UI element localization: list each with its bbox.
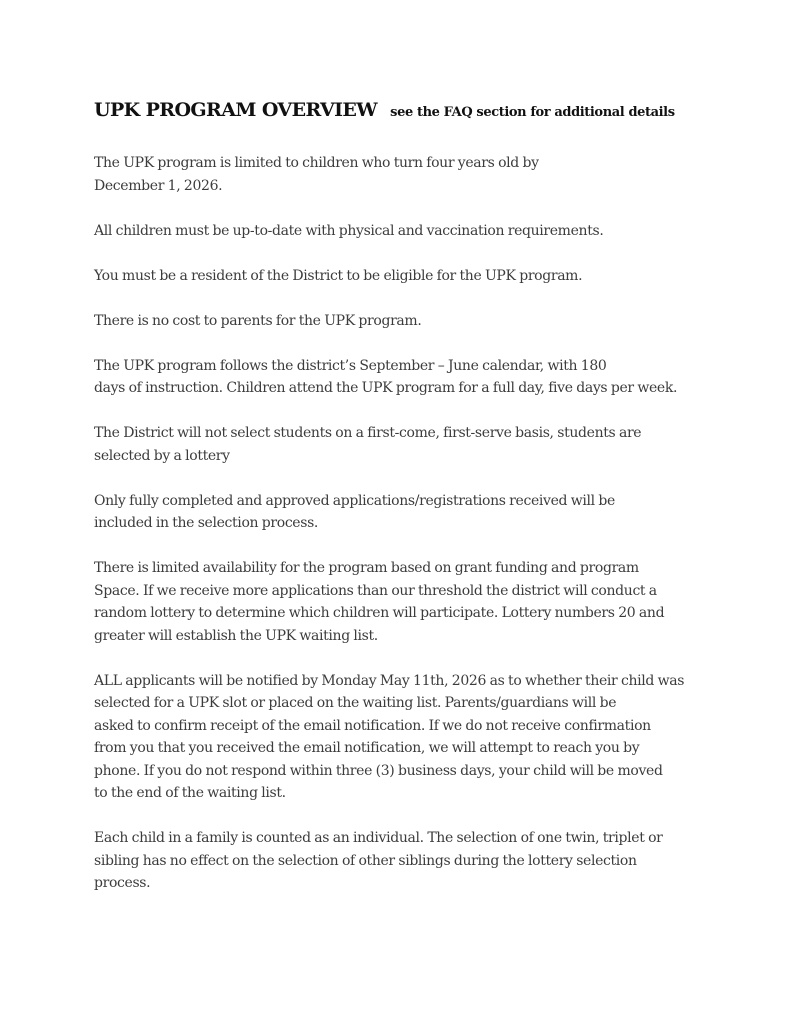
paragraph-line: There is limited availability for the program based on grant funding and program	[94, 560, 639, 576]
paragraph-line: All children must be up-to-date with physical and vaccination requirements.	[94, 222, 604, 239]
paragraph-line: asked to confirm receipt of the email notification. If we do not receive confirmation	[94, 717, 651, 734]
paragraph-line: sibling has no effect on the selection of other siblings during the lottery selection	[94, 852, 637, 869]
paragraph-line: to the end of the waiting list.	[94, 785, 286, 801]
paragraph	[94, 310, 704, 333]
paragraph-line: Space. If we receive more applications than our threshold the district will conduct a	[94, 582, 657, 599]
section-heading	[94, 92, 704, 126]
paragraph-line: The UPK program is limited to children who turn four years old by	[94, 155, 539, 171]
paragraph-line: There is no cost to parents for the UPK program.	[94, 312, 422, 329]
heading-title: UPK PROGRAM OVERVIEW	[94, 99, 378, 121]
document-content	[94, 92, 704, 917]
paragraph	[94, 490, 704, 535]
paragraph-line: random lottery to determine which children will participate. Lottery numbers 20 and	[94, 605, 665, 621]
paragraph-line: ALL applicants will be notified by Monday May 11th, 2026 as to whether their child was	[94, 672, 685, 689]
paragraph-line: The UPK program follows the district’s September – June calendar, with 180	[94, 357, 607, 374]
paragraph-line: phone. If you do not respond within three (3) business days, your child will be moved	[94, 762, 663, 779]
paragraph-line: process.	[94, 875, 151, 891]
paragraph-line: selected by a lottery	[94, 447, 230, 464]
paragraph-line: December 1, 2026.	[94, 177, 223, 194]
paragraph-line: from you that you received the email notification, we will attempt to reach you by	[94, 740, 640, 756]
paragraph	[94, 152, 704, 197]
paragraph-line: included in the selection process.	[94, 515, 319, 531]
paragraph-line: Each child in a family is counted as an individual. The selection of one twin, triplet or	[94, 830, 663, 846]
paragraph	[94, 827, 704, 895]
paragraph	[94, 422, 704, 467]
paragraph	[94, 220, 704, 243]
paragraph-line: greater will establish the UPK waiting list.	[94, 627, 378, 644]
paragraph-line: days of instruction. Children attend the UPK program for a full day, five days per week.	[94, 380, 678, 396]
paragraph	[94, 355, 704, 400]
heading-subtitle: see the FAQ section for additional details	[390, 105, 675, 120]
paragraph-line: Only fully completed and approved applications/registrations received will be	[94, 492, 615, 509]
paragraph	[94, 265, 704, 288]
paragraph-list	[94, 152, 704, 895]
paragraph-line: The District will not select students on a first-come, first-serve basis, students are	[94, 425, 642, 441]
paragraph	[94, 557, 704, 647]
paragraph-line: You must be a resident of the District to be eligible for the UPK program.	[94, 267, 583, 284]
paragraph-line: selected for a UPK slot or placed on the waiting list. Parents/guardians will be	[94, 695, 617, 711]
paragraph	[94, 670, 704, 805]
